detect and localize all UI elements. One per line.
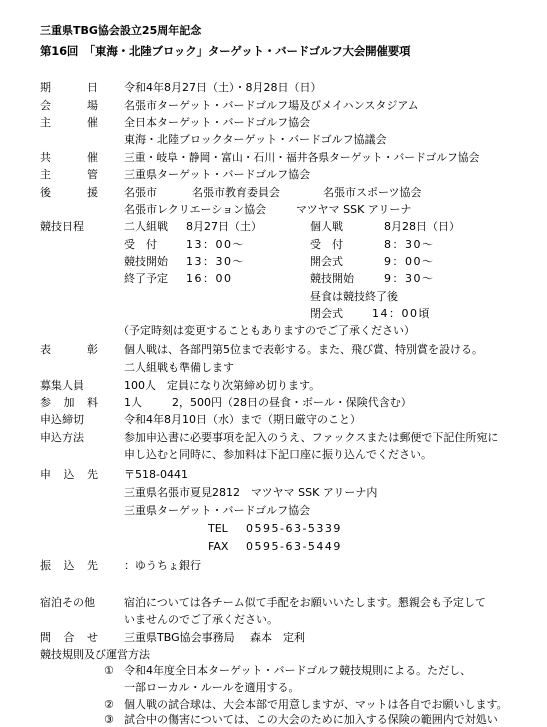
value-award-1: 個人戦は、各部門第5位まで表彰する。また、飛び賞、特別賞を設ける。 [124, 343, 483, 356]
schedule-left-0-a: 二人組戦 [124, 220, 168, 233]
tel-label: TEL [208, 522, 228, 535]
schedule-left-2-a: 競技開始 [124, 255, 168, 268]
schedule-right-0-b: 8月28日（日） [384, 220, 460, 233]
label-lodging: 宿泊その他 [40, 596, 95, 609]
title-line-2: 第16回 「東海・北陸ブロック」ターゲット・バードゴルフ大会開催要項 [40, 44, 411, 58]
value-method-1: 参加申込書に必要事項を記入のうえ、ファックスまたは郵便で下記住所宛に [124, 431, 499, 444]
value-support-2: 名張市教育委員会 [192, 186, 280, 199]
value-method-2: 申し込むと同時に、参加料は下記口座に振り込んでください。 [124, 448, 432, 461]
schedule-left-1-b: 13：00～ [186, 238, 245, 251]
value-fee-a: 1人 [124, 396, 142, 409]
label-award: 表 彰 [40, 343, 98, 356]
label-contact: 問 合 せ [40, 631, 98, 644]
rule-text: 令和4年度全日本ターゲット・バードゴルフ競技規則による。ただし、 [124, 664, 472, 677]
schedule-right-2-a: 開会式 [310, 255, 343, 268]
label-cohost: 共 催 [40, 151, 98, 164]
value-venue: 名張市ターゲット・バードゴルフ場及びメイハンスタジアム [124, 99, 419, 112]
schedule-left-0-b: 8月27日（土） [186, 220, 262, 233]
title-line-1: 三重県TBG協会設立25周年記念 [40, 24, 202, 37]
value-contact-office: 三重県TBG協会事務局 [124, 631, 235, 644]
value-support-4: 名張市レクリエーション協会 [124, 203, 267, 216]
value-support-5: マツヤマ SSK アリーナ [296, 203, 412, 216]
label-address: 申 込 先 [40, 468, 98, 481]
schedule-left-3-b: 16：00 [186, 272, 233, 285]
fax-label: FAX [208, 540, 229, 553]
rule-number: ② [104, 698, 114, 711]
schedule-closing-label: 閉会式 [310, 307, 343, 320]
value-contact-person: 森本 定利 [250, 631, 305, 644]
value-date: 令和4年8月27日（土）・8月28日（日） [124, 81, 322, 94]
label-organizer: 主 催 [40, 116, 98, 129]
value-address: 三重県名張市夏見2812 マツヤマ SSK アリーナ内 [124, 486, 378, 499]
label-fee: 参 加 料 [40, 396, 98, 409]
label-venue: 会 場 [40, 99, 98, 112]
rule-text: 一部ローカル・ルールを適用する。 [124, 681, 300, 694]
schedule-closing-time: 14：00頃 [372, 307, 431, 320]
schedule-right-1-a: 受 付 [310, 238, 343, 251]
value-deadline: 令和4年8月10日（水）まで（期日厳守のこと） [124, 413, 361, 426]
label-capacity: 募集人員 [40, 379, 84, 392]
label-support: 後 援 [40, 186, 98, 199]
schedule-right-0-a: 個人戦 [310, 220, 343, 233]
label-deadline: 申込締切 [40, 413, 84, 426]
value-lodging-1: 宿泊については各チーム似て手配をお願いいたします。懇親会も予定して [124, 596, 486, 609]
value-award-2: 二人組戦も準備します [124, 361, 234, 374]
schedule-right-1-b: 8：30～ [384, 238, 435, 251]
value-support-1: 名張市 [124, 186, 157, 199]
value-lodging-2: いませんのでご了承ください。 [124, 613, 278, 626]
label-rules: 競技規則及び運営方法 [40, 648, 150, 661]
value-address-org: 三重県ターゲット・バードゴルフ協会 [124, 504, 311, 517]
label-schedule: 競技日程 [40, 220, 84, 233]
value-capacity: 100人 定員になり次第締め切ります。 [124, 379, 321, 392]
schedule-right-3-a: 競技開始 [310, 272, 354, 285]
rule-number: ① [104, 664, 114, 677]
schedule-lunch: 昼食は競技終了後 [310, 290, 398, 303]
label-bank: 振 込 先 [40, 559, 98, 572]
label-method: 申込方法 [40, 431, 84, 444]
value-organizer-2: 東海・北陸ブロックターゲット・バードゴルフ協議会 [124, 133, 387, 146]
label-date: 期 日 [40, 81, 98, 94]
label-manager: 主 管 [40, 168, 98, 181]
schedule-left-2-b: 13：30～ [186, 255, 245, 268]
fax-number: 0595-63-5449 [246, 540, 342, 553]
rule-number: ③ [104, 713, 114, 726]
rule-text: 個人戦の試合球は、大会本部で用意しますが、マットは各自でお願いします。 [124, 698, 508, 711]
schedule-note: （予定時刻は変更することもありますのでご了承ください） [118, 324, 415, 337]
value-cohost: 三重・岐阜・静岡・富山・石川・福井各県ターゲット・バードゴルフ協会 [124, 151, 480, 164]
tel-number: 0595-63-5339 [246, 522, 342, 535]
value-bank: ：ゆうちょ銀行 [124, 559, 201, 572]
value-postal-code: 〒518-0441 [124, 468, 188, 481]
value-support-3: 名張市スポーツ協会 [323, 186, 422, 199]
schedule-right-2-b: 9：00～ [384, 255, 435, 268]
value-manager: 三重県ターゲット・バードゴルフ協会 [124, 168, 311, 181]
schedule-left-3-a: 終了予定 [124, 272, 168, 285]
schedule-right-3-b: 9：30～ [384, 272, 435, 285]
value-organizer-1: 全日本ターゲット・バードゴルフ協会 [124, 116, 311, 129]
rule-text: 試合中の傷害については、この大会のために加入する保険の範囲内で対処い [124, 713, 498, 726]
schedule-left-1-a: 受 付 [124, 238, 157, 251]
value-fee-b: 2，500円（28日の昼食・ボール・保険代含む） [172, 396, 412, 409]
